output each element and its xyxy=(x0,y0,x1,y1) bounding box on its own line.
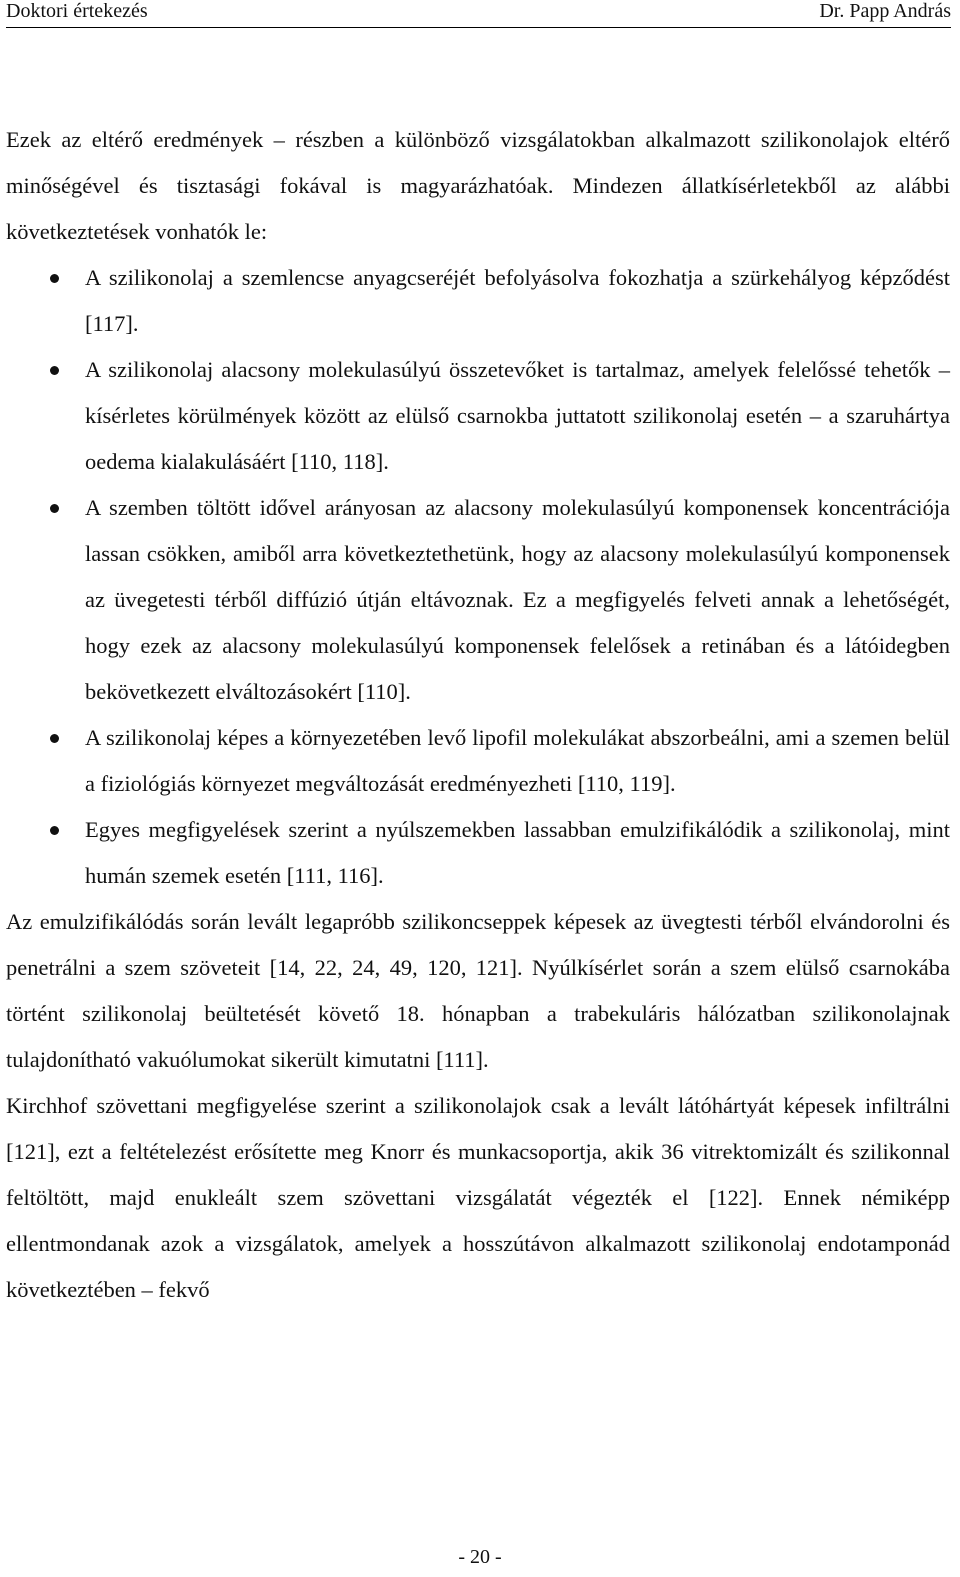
list-item xyxy=(6,347,950,485)
bullet-icon xyxy=(50,734,59,743)
bullet-icon xyxy=(50,274,59,283)
page-header xyxy=(6,0,951,28)
list-item xyxy=(6,715,950,807)
header-author: Dr. Papp András xyxy=(819,0,951,22)
list-item xyxy=(6,485,950,715)
list-item-text: A szilikonolaj képes a környezetében levő lipofil molekulákat abszorbeálni, ami a szemen belül a fiziológiás környezet megváltozását eredményezheti [110, 119]. xyxy=(85,725,950,796)
header-thesis-title: Doktori értekezés xyxy=(6,0,148,22)
list-item-text: A szilikonolaj alacsony molekulasúlyú összetevőket is tartalmaz, amelyek felelőssé tehetők – kísérletes körülmények között az elülső csarnokba juttatott szilikonolaj esetén – a szaruhártya oedema kialakulásáért [110, 118]. xyxy=(85,357,950,474)
list-item-text: A szemben töltött idővel arányosan az alacsony molekulasúlyú komponensek koncentrációja lassan csökken, amiből arra következtethetünk, hogy az alacsony molekulasúlyú komponensek az üvegetesti térből diffúzió útján eltávoznak. Ez a megfigyelés felveti annak a lehetőségét, hogy ezek az alacsony molekulasúlyú komponensek felelősek a retinában és a látóidegben bekövetkezett elváltozásokért [110]. xyxy=(85,495,950,704)
list-item-text: Egyes megfigyelések szerint a nyúlszemekben lassabban emulzifikálódik a szilikonolaj, mint humán szemek esetén [111, 116]. xyxy=(85,817,950,888)
page-body xyxy=(6,117,950,1313)
page-number: - 20 - xyxy=(458,1546,502,1568)
list-item xyxy=(6,255,950,347)
list-item-text: A szilikonolaj a szemlencse anyagcseréjét befolyásolva fokozhatja a szürkehályog képződést [117]. xyxy=(85,265,950,336)
intro-paragraph: Ezek az eltérő eredmények – részben a különböző vizsgálatokban alkalmazott szilikonolajok eltérő minőségével és tisztasági fokával is magyarázhatóak. Mindezen állatkísérletekből az alábbi következtetések vonhatók le: xyxy=(6,127,950,244)
body-paragraph-emulsification: Az emulzifikálódás során levált legapróbb szilikoncseppek képesek az üvegtesti térből elvándorolni és penetrálni a szem szöveteit [14, 22, 24, 49, 120, 121]. Nyúlkísérlet során a szem elülső csarnokába történt szilikonolaj beültetését követő 18. hónapban a trabekuláris hálózatban szilikonolajnak tulajdonítható vakuólumokat sikerült kimutatni [111]. xyxy=(6,909,950,1072)
body-paragraph-histology: Kirchhof szövettani megfigyelése szerint a szilikonolajok csak a levált látóhártyát képesek infiltrálni [121], ezt a feltételezést erősítette meg Knorr és munkacsoportja, akik 36 vitrektomizált és szilikonnal feltöltött, majd enukleált szem szövettani vizsgálatát végezték el [122]. Ennek némiképp ellentmondanak azok a vizsgálatok, amelyek a hosszútávon alkalmazott szilikonolaj endotamponád következtében – fekvő xyxy=(6,1093,950,1302)
list-item xyxy=(6,807,950,899)
bullet-icon xyxy=(50,366,59,375)
bullet-icon xyxy=(50,826,59,835)
bullet-icon xyxy=(50,504,59,513)
conclusions-list xyxy=(6,255,950,899)
